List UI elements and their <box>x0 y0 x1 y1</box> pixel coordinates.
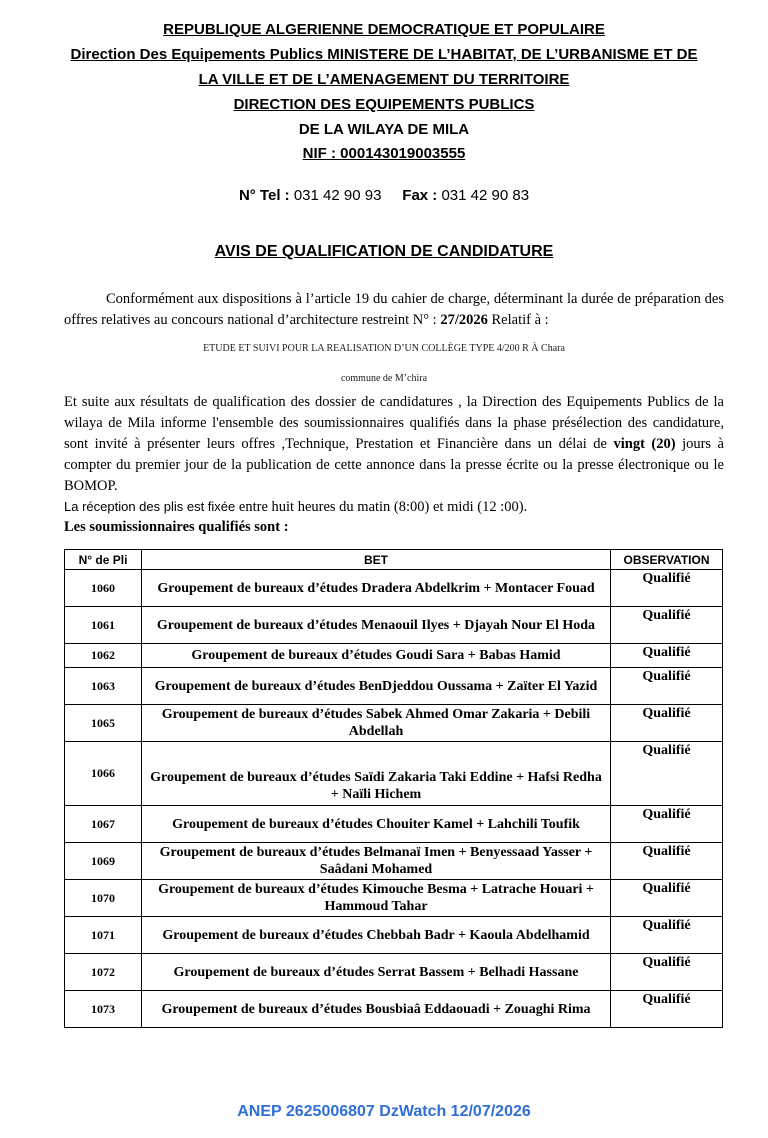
bet-name: Groupement de bureaux d’études Dradera Abdelkrim + Montacer Fouad <box>142 570 611 607</box>
table-row <box>65 843 723 880</box>
table-row <box>65 917 723 954</box>
header-observation: OBSERVATION <box>611 550 723 570</box>
tel-value: 031 42 90 93 <box>293 187 382 204</box>
intro-text: Conformément aux dispositions à l’article 19 du cahier de charge, déterminant la durée de préparation des offres relatives au concours national d’architecture restreint N° : <box>64 291 724 328</box>
pli-number: 1066 <box>65 742 142 806</box>
pli-number: 1061 <box>65 607 142 644</box>
bet-name: Groupement de bureaux d’études Kimouche Besma + Latrache Houari + Hammoud Tahar <box>142 880 611 917</box>
tel-label: N° Tel : <box>238 187 290 204</box>
fax-label: Fax : <box>402 187 438 204</box>
bet-name: Groupement de bureaux d’études Belmanaï Imen + Benyessaad Yasser + Saâdani Mohamed <box>142 843 611 880</box>
observation: Qualifié <box>611 806 723 843</box>
header-line-3: LA VILLE ET DE L’AMENAGEMENT DU TERRITOIRE <box>198 71 570 88</box>
table-header-row <box>65 550 723 570</box>
body-text: Et suite aux résultats de qualification des dossier de candidatures , la Direction des Equipements Publics de la wilaya de Mila informe l'ensemble des soumissionnaires qualifiés dans la phase présélection des candidature, sont invité à présenter leurs offres ,Technique, Prestation et Financière dans un délai de <box>64 394 724 452</box>
observation: Qualifié <box>611 607 723 644</box>
table-row <box>65 668 723 705</box>
header-pli: N° de Pli <box>65 550 142 570</box>
observation: Qualifié <box>611 705 723 742</box>
observation: Qualifié <box>611 880 723 917</box>
pli-number: 1069 <box>65 843 142 880</box>
observation: Qualifié <box>611 644 723 668</box>
pli-number: 1063 <box>65 668 142 705</box>
table-row <box>65 607 723 644</box>
header-line-1: REPUBLIQUE ALGERIENNE DEMOCRATIQUE ET POPULAIRE <box>163 21 605 38</box>
bet-name: Groupement de bureaux d’études Bousbiaâ Eddaouadi + Zouaghi Rima <box>142 991 611 1028</box>
table-row <box>65 644 723 668</box>
qualified-heading: Les soumissionnaires qualifiés sont : <box>64 519 289 535</box>
observation: Qualifié <box>611 742 723 806</box>
bet-name: Groupement de bureaux d’études BenDjeddou Oussama + Zaïter El Yazid <box>142 668 611 705</box>
delay-value: vingt (20) <box>613 436 676 452</box>
observation: Qualifié <box>611 843 723 880</box>
bet-name: Groupement de bureaux d’études Saïdi Zakaria Taki Eddine + Hafsi Redha + Naïli Hichem <box>142 742 611 806</box>
pli-number: 1065 <box>65 705 142 742</box>
table-row <box>65 991 723 1028</box>
body-text-end: jours à compter du premier jour de la publication de cette annonce dans la presse écrite ou la presse électronique ou le BOMOP. <box>64 436 724 494</box>
bet-name: Groupement de bureaux d’études Menaouil Ilyes + Djayah Nour El Hoda <box>142 607 611 644</box>
observation: Qualifié <box>611 917 723 954</box>
pli-number: 1073 <box>65 991 142 1028</box>
pli-number: 1072 <box>65 954 142 991</box>
table-row <box>65 705 723 742</box>
object-line-2: commune de M’chira <box>340 373 428 384</box>
fax-value: 031 42 90 83 <box>441 187 530 204</box>
pli-number: 1060 <box>65 570 142 607</box>
pli-number: 1070 <box>65 880 142 917</box>
reception-part-2: entre huit heures du matin (8:00) et midi (12 :00). <box>238 499 528 515</box>
table-row <box>65 806 723 843</box>
pli-number: 1067 <box>65 806 142 843</box>
observation: Qualifié <box>611 991 723 1028</box>
observation: Qualifié <box>611 570 723 607</box>
reception-part-1: La réception des plis est fixée <box>64 499 236 514</box>
header-bet: BET <box>142 550 611 570</box>
intro-relatif: Relatif à : <box>491 312 549 328</box>
bet-name: Groupement de bureaux d’études Sabek Ahmed Omar Zakaria + Debili Abdellah <box>142 705 611 742</box>
bet-name: Groupement de bureaux d’études Serrat Bassem + Belhadi Hassane <box>142 954 611 991</box>
observation: Qualifié <box>611 954 723 991</box>
bet-name: Groupement de bureaux d’études Goudi Sara + Babas Hamid <box>142 644 611 668</box>
nif: NIF : 000143019003555 <box>302 145 466 162</box>
bet-name: Groupement de bureaux d’études Chebbah Badr + Kaoula Abdelhamid <box>142 917 611 954</box>
header-line-2: Direction Des Equipements Publics MINISTERE DE L’HABITAT, DE L’URBANISME ET DE <box>70 46 698 63</box>
table-row <box>65 880 723 917</box>
pli-number: 1071 <box>65 917 142 954</box>
pli-number: 1062 <box>65 644 142 668</box>
header-line-5: DE LA WILAYA DE MILA <box>298 121 470 138</box>
intro-paragraph <box>64 289 724 331</box>
table-row <box>65 954 723 991</box>
contact-line <box>0 187 768 204</box>
header-line-4: DIRECTION DES EQUIPEMENTS PUBLICS <box>233 96 535 113</box>
object-line-1: ETUDE ET SUIVI POUR LA REALISATION D’UN COLLÈGE TYPE 4/200 R À Chara <box>203 343 565 354</box>
table-row <box>65 742 723 806</box>
document-title: AVIS DE QUALIFICATION DE CANDIDATURE <box>214 243 554 260</box>
body-paragraph <box>64 392 724 497</box>
bet-name: Groupement de bureaux d’études Chouiter Kamel + Lahchili Toufik <box>142 806 611 843</box>
contest-number: 27/2026 <box>440 312 488 328</box>
observation: Qualifié <box>611 668 723 705</box>
table-row <box>65 570 723 607</box>
anep-footer: ANEP 2625006807 DzWatch 12/07/2026 <box>237 1103 531 1120</box>
reception-line <box>64 496 724 518</box>
qualified-table <box>64 549 723 1028</box>
